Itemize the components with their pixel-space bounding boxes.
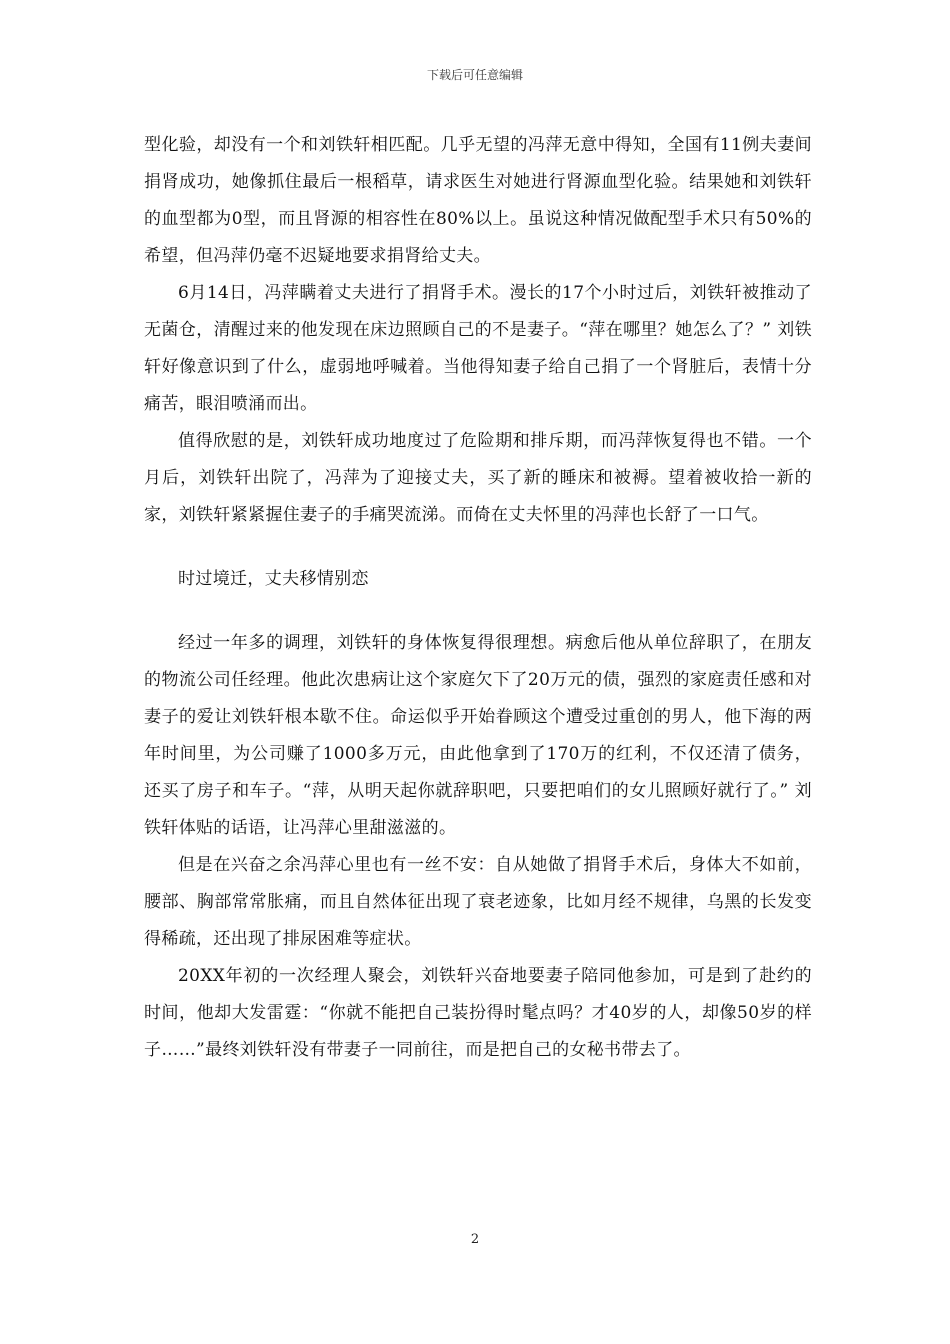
section-heading: 时过境迁，丈夫移情别恋	[178, 569, 369, 589]
paragraph-6: 20XX年初的一次经理人聚会，刘铁轩兴奋地要妻子陪同他参加，可是到了赴约的时间，他却大发雷霆：“你就不能把自己装扮得时髦点吗？才40岁的人，却像50岁的样子……”最终刘铁轩没有带妻子一同前往，而是把自己的女秘书带去了。	[144, 966, 812, 1060]
document-body	[144, 127, 812, 1069]
paragraph-5: 但是在兴奋之余冯萍心里也有一丝不安：自从她做了捐肾手术后，身体大不如前，腰部、胸部常常胀痛，而且自然体征出现了衰老迹象，比如月经不规律，乌黑的长发变得稀疏，还出现了排尿困难等症状。	[144, 855, 812, 949]
page-header: 下载后可任意编辑	[426, 68, 523, 82]
page-number: 2	[470, 1232, 480, 1247]
paragraph-2: 6月14日，冯萍瞒着丈夫进行了捐肾手术。漫长的17个小时过后，刘铁轩被推动了无菌仓，清醒过来的他发现在床边照顾自己的不是妻子。“萍在哪里？她怎么了？” 刘铁轩好像意识到了什么，虚弱地呼喊着。当他得知妻子给自己捐了一个肾脏后，表情十分痛苦，眼泪喷涌而出。	[144, 283, 812, 414]
paragraph-3: 值得欣慰的是，刘铁轩成功地度过了危险期和排斥期，而冯萍恢复得也不错。一个月后，刘铁轩出院了，冯萍为了迎接丈夫，买了新的睡床和被褥。望着被收拾一新的家，刘铁轩紧紧握住妻子的手痛哭流涕。而倚在丈夫怀里的冯萍也长舒了一口气。	[144, 431, 812, 525]
paragraph-1: 型化验，却没有一个和刘铁轩相匹配。几乎无望的冯萍无意中得知，全国有11例夫妻间捐肾成功，她像抓住最后一根稻草，请求医生对她进行肾源血型化验。结果她和刘铁轩的血型都为0型，而且肾源的相容性在80%以上。虽说这种情况做配型手术只有50%的希望，但冯萍仍毫不迟疑地要求捐肾给丈夫。	[144, 135, 812, 266]
paragraph-4: 经过一年多的调理，刘铁轩的身体恢复得很理想。病愈后他从单位辞职了，在朋友的物流公司任经理。他此次患病让这个家庭欠下了20万元的债，强烈的家庭责任感和对妻子的爱让刘铁轩根本歇不住。命运似乎开始眷顾这个遭受过重创的男人，他下海的两年时间里，为公司赚了1000多万元，由此他拿到了170万的红利，不仅还清了债务，还买了房子和车子。“萍，从明天起你就辞职吧，只要把咱们的女儿照顾好就行了。” 刘铁轩体贴的话语，让冯萍心里甜滋滋的。	[144, 633, 812, 838]
